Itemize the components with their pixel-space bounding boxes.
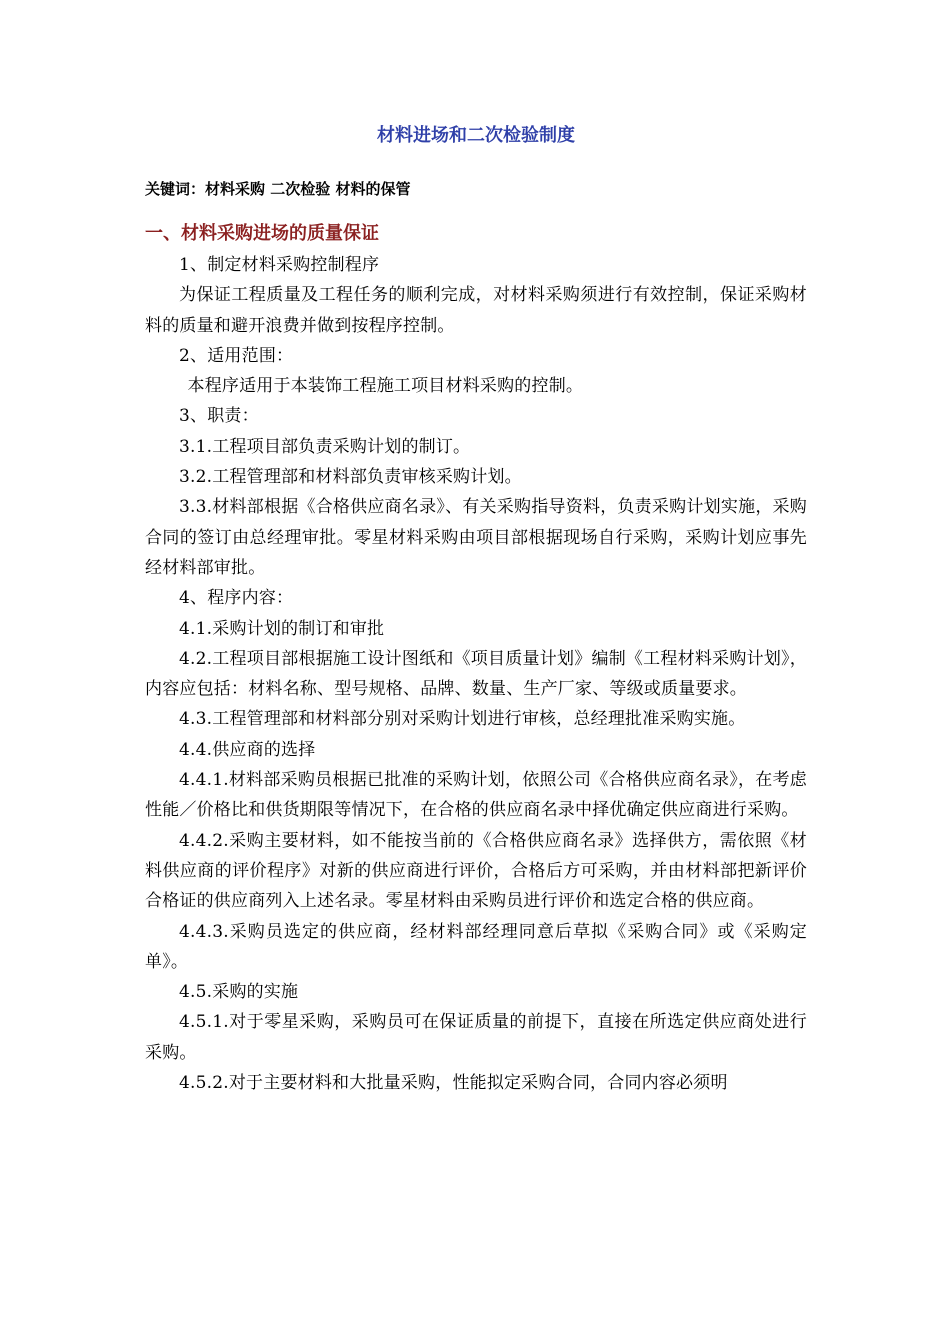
paragraph: 4.5.采购的实施 bbox=[179, 982, 299, 1003]
paragraph: 1、制定材料采购控制程序 bbox=[179, 255, 380, 275]
document-page bbox=[145, 118, 807, 1098]
paragraph: 本程序适用于本装饰工程施工项目材料采购的控制。 bbox=[187, 376, 584, 397]
paragraph: 4.4.2.采购主要材料，如不能按当前的《合格供应商名录》选择供方，需依照《材料供应商的评价程序》对新的供应商进行评价，合格后方可采购，并由材料部把新评价合格证的供应商列入上述名录。零星材料由采购员进行评价和选定合格的供应商。 bbox=[145, 830, 807, 912]
paragraph: 4.4.供应商的选择 bbox=[179, 739, 316, 760]
paragraph: 4、程序内容： bbox=[179, 588, 294, 609]
paragraph: 为保证工程质量及工程任务的顺利完成，对材料采购须进行有效控制，保证采购材料的质量和避开浪费并做到按程序控制。 bbox=[145, 285, 807, 336]
paragraph: 4.1.采购计划的制订和审批 bbox=[179, 618, 385, 639]
paragraph: 2、适用范围： bbox=[179, 345, 294, 366]
paragraph: 4.5.1.对于零星采购，采购员可在保证质量的前提下，直接在所选定供应商处进行采购。 bbox=[145, 1012, 807, 1063]
paragraph: 3、职责： bbox=[179, 406, 259, 427]
document-title: 材料进场和二次检验制度 bbox=[377, 125, 575, 146]
paragraph: 4.4.3.采购员选定的供应商，经材料部经理同意后草拟《采购合同》或《采购定单》。 bbox=[145, 921, 807, 972]
paragraph: 3.1.工程项目部负责采购计划的制订。 bbox=[179, 436, 471, 457]
paragraph: 4.2.工程项目部根据施工设计图纸和《项目质量计划》编制《工程材料采购计划》，内容应包括：材料名称、型号规格、品牌、数量、生产厂家、等级或质量要求。 bbox=[145, 648, 807, 700]
paragraph: 3.3.材料部根据《合格供应商名录》、有关采购指导资料，负责采购计划实施，采购合同的签订由总经理审批。零星材料采购由项目部根据现场自行采购，采购计划应事先经材料部审批。 bbox=[145, 497, 807, 578]
paragraph: 4.5.2.对于主要材料和大批量采购，性能拟定采购合同，合同内容必须明 bbox=[179, 1073, 728, 1094]
paragraph: 4.4.1.材料部采购员根据已批准的采购计划，依照公司《合格供应商名录》，在考虑性能／价格比和供货期限等情况下，在合格的供应商名录中择优确定供应商进行采购。 bbox=[145, 770, 807, 821]
keywords-line: 关键词：材料采购 二次检验 材料的保管 bbox=[145, 180, 411, 198]
paragraph: 4.3.工程管理部和材料部分别对采购计划进行审核，总经理批准采购实施。 bbox=[179, 709, 746, 730]
section-heading-1: 一、材料采购进场的质量保证 bbox=[145, 223, 379, 244]
paragraph: 3.2.工程管理部和材料部负责审核采购计划。 bbox=[179, 467, 522, 488]
